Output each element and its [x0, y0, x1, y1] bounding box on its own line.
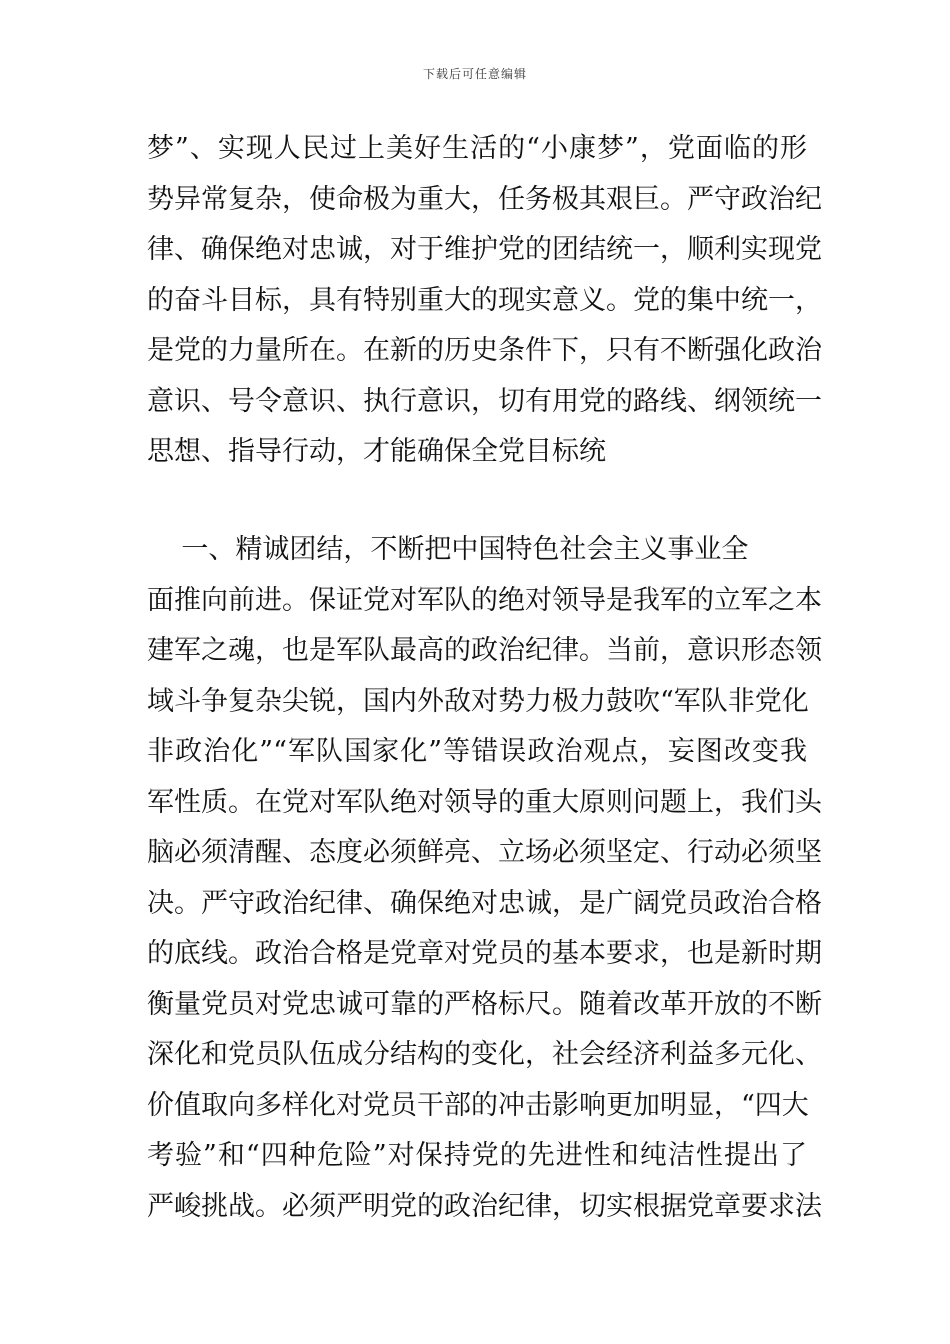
text-line: 决。严守政治纪律、确保绝对忠诚，是广阔党员政治合格 — [147, 887, 822, 919]
text-line: 是党的力量所在。在新的历史条件下，只有不断强化政治 — [147, 335, 822, 366]
text-line: 意识、号令意识、执行意识，切有用党的路线、纲领统一 — [147, 385, 822, 417]
text-line: 域斗争复杂尖锐，国内外敌对势力极力鼓吹“军队非党化 — [147, 685, 809, 717]
text-line: 深化和党员队伍成分结构的变化，社会经济利益多元化、 — [147, 1039, 822, 1070]
text-line: 考验”和“四种危险”对保持党的先进性和纯洁性提出了 — [147, 1140, 807, 1171]
text-line: 面推向前进。保证党对军队的绝对领导是我军的立军之本 — [147, 584, 822, 616]
page-header: 下载后可任意编辑 — [422, 67, 527, 81]
text-line: 衡量党员对党忠诚可靠的严格标尺。随着改革开放的不断 — [147, 988, 822, 1020]
text-line: 军性质。在党对军队绝对领导的重大原则问题上，我们头 — [147, 786, 822, 818]
text-line: 的奋斗目标，具有特别重大的现实意义。党的集中统一， — [147, 284, 822, 316]
text-line: 的底线。政治合格是党章对党员的基本要求，也是新时期 — [147, 938, 822, 969]
paragraph-2 — [147, 525, 822, 1232]
text-line: 严峻挑战。必须严明党的政治纪律，切实根据党章要求法 — [147, 1190, 822, 1222]
text-line: 思想、指导行动，才能确保全党目标统 — [147, 436, 606, 467]
text-line: 非政治化”“军队国家化”等错误政治观点，妄图改变我 — [147, 736, 807, 767]
paragraph-1 — [147, 124, 822, 478]
text-line: 势异常复杂，使命极为重大，任务极其艰巨。严守政治纪 — [147, 183, 822, 215]
text-line: 律、确保绝对忠诚，对于维护党的团结统一，顺利实现党 — [147, 234, 822, 265]
text-line: 梦”、实现人民过上美好生活的“小康梦”，党面临的形 — [147, 133, 807, 164]
text-line: 建军之魂，也是军队最高的政治纪律。当前，意识形态领 — [147, 635, 822, 666]
text-line-heading: 一、精诚团结，不断把中国特色社会主义事业全 — [147, 534, 749, 565]
text-line: 脑必须清醒、态度必须鲜亮、立场必须坚定、行动必须坚 — [147, 837, 822, 868]
text-line: 价值取向多样化对党员干部的冲击影响更加明显，“四大 — [147, 1089, 809, 1121]
